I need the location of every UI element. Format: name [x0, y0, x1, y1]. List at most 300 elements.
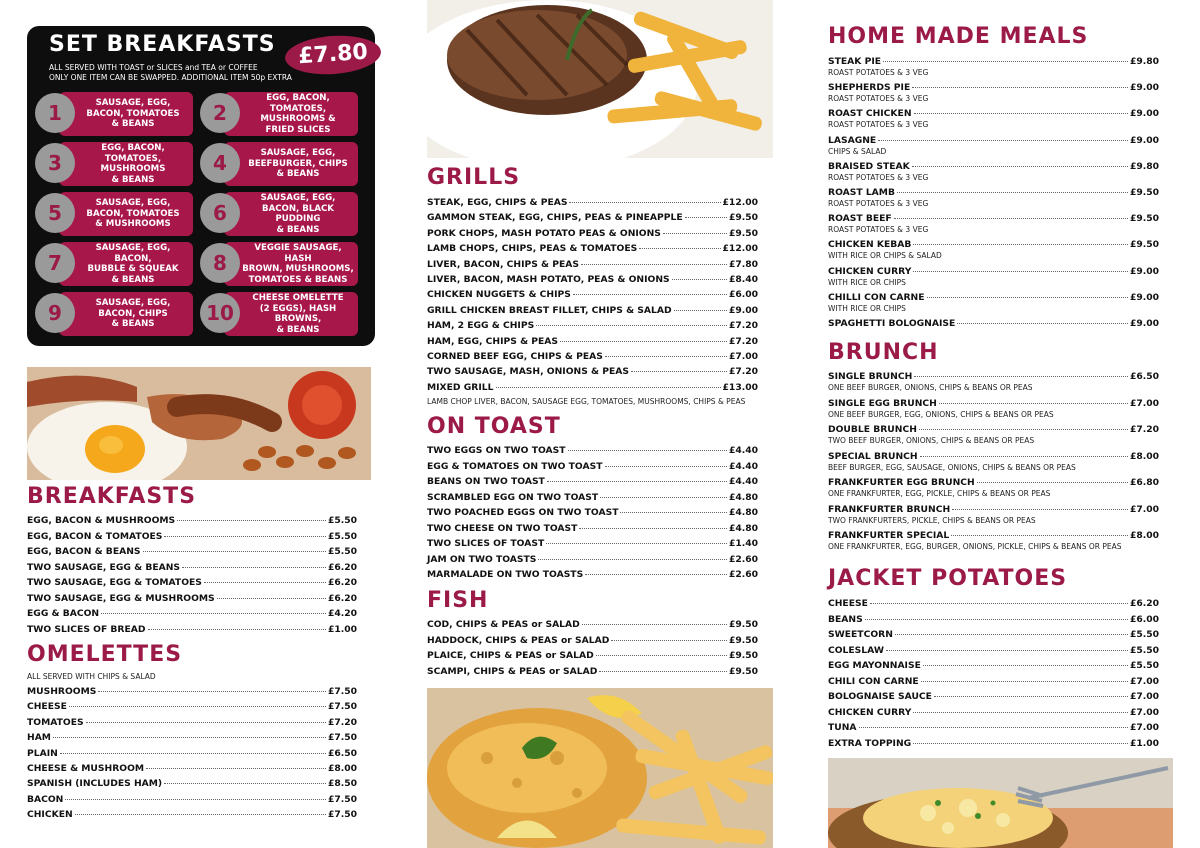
set-breakfast-number: 2 — [200, 93, 240, 133]
item-name: ROAST CHICKEN — [828, 108, 912, 120]
menu-item-breakfast — [27, 515, 357, 527]
item-name: SWEETCORN — [828, 629, 893, 640]
item-price: £9.50 — [728, 619, 758, 630]
item-price: £1.00 — [327, 623, 357, 635]
dot-leader — [631, 371, 727, 372]
menu-item-omelette — [27, 748, 357, 760]
item-price: £7.20 — [728, 320, 758, 332]
item-price: £9.00 — [728, 304, 758, 316]
set-breakfast-label: SAUSAGE, EGG, BACON, BUBBLE & SQUEAK & BEANS — [59, 242, 193, 286]
menu-item-brunch — [828, 451, 1159, 463]
set-breakfast-number: 3 — [35, 143, 75, 183]
item-price: £8.00 — [327, 763, 357, 774]
set-breakfasts-note-line1: ALL SERVED WITH TOAST or SLICES and TEA or COFFEE — [49, 63, 258, 72]
item-name: EGG, BACON & TOMATOES — [27, 530, 163, 542]
item-description: ROAST POTATOES & 3 VEG — [828, 120, 929, 130]
item-name: MIXED GRILL — [427, 381, 494, 393]
menu-item-meal — [828, 187, 1159, 199]
item-price: £6.20 — [327, 592, 357, 604]
menu-item-fish — [427, 635, 758, 647]
item-name: BACON — [27, 793, 64, 805]
item-price: £8.00 — [1129, 450, 1159, 462]
item-name: TOMATOES — [27, 716, 84, 728]
menu-item-breakfast — [27, 624, 357, 636]
set-breakfast-label: SAUSAGE, EGG, BACON, CHIPS & BEANS — [59, 292, 193, 336]
set-breakfast-option — [200, 142, 358, 186]
set-breakfast-number: 4 — [200, 143, 240, 183]
item-name: FRANKFURTER BRUNCH — [828, 503, 951, 515]
menu-item-omelette — [27, 809, 357, 821]
item-name: CHICKEN CURRY — [828, 265, 912, 277]
menu-item-grill — [427, 320, 758, 332]
menu-item-jacket — [828, 676, 1159, 688]
dot-leader — [53, 737, 326, 738]
item-price: £6.50 — [1129, 371, 1159, 382]
item-price: £9.00 — [1129, 108, 1159, 120]
dot-leader — [951, 535, 1128, 536]
item-price: £9.00 — [1129, 291, 1159, 303]
menu-item-jacket — [828, 645, 1159, 657]
item-name: EGG & BACON — [27, 608, 100, 619]
dot-leader — [957, 323, 1128, 324]
item-name: PLAICE, CHIPS & PEAS or SALAD — [427, 650, 594, 661]
set-breakfast-label: EGG, BACON, TOMATOES, MUSHROOMS & BEANS — [59, 142, 193, 186]
menu-item-meal — [828, 108, 1159, 120]
dot-leader — [672, 279, 727, 280]
item-name: STEAK PIE — [828, 56, 882, 67]
set-breakfasts-title: SET BREAKFASTS — [49, 32, 276, 57]
menu-item-meal — [828, 135, 1159, 147]
menu-item-toast — [427, 569, 758, 581]
set-breakfast-option — [35, 192, 193, 236]
item-price: £9.00 — [1129, 265, 1159, 277]
item-name: TWO POACHED EGGS ON TWO TOAST — [427, 507, 619, 518]
item-price: £4.80 — [728, 522, 758, 534]
item-name: PLAIN — [27, 747, 58, 759]
item-name: TWO SLICES OF BREAD — [27, 623, 146, 635]
menu-item-omelette — [27, 717, 357, 729]
item-price: £7.00 — [1129, 675, 1159, 687]
dot-leader — [569, 202, 720, 203]
menu-item-breakfast — [27, 593, 357, 605]
set-breakfast-number: 6 — [200, 193, 240, 233]
menu-item-toast — [427, 554, 758, 566]
item-name: HAM — [27, 732, 51, 744]
menu-item-brunch — [828, 424, 1159, 436]
item-name: LIVER, BACON, CHIPS & PEAS — [427, 258, 579, 270]
menu-item-meal — [828, 56, 1159, 68]
item-price: £7.00 — [1129, 397, 1159, 409]
item-name: TUNA — [828, 722, 857, 733]
set-breakfasts-note-line2: ONLY ONE ITEM CAN BE SWAPPED. ADDITIONAL ITEM 50p EXTRA — [49, 72, 292, 82]
menu-item-omelette — [27, 686, 357, 698]
item-price: £9.50 — [728, 650, 758, 661]
menu-item-meal — [828, 266, 1159, 278]
dot-leader — [894, 218, 1128, 219]
item-description: WITH RICE OR CHIPS — [828, 303, 906, 313]
omelettes-note: ALL SERVED WITH CHIPS & SALAD — [27, 672, 156, 681]
dot-leader — [883, 61, 1128, 62]
item-name: MARMALADE ON TWO TOASTS — [427, 569, 584, 580]
dot-leader — [611, 640, 727, 641]
item-price: £12.00 — [722, 197, 758, 208]
dot-leader — [573, 294, 727, 295]
set-breakfast-option — [200, 242, 358, 286]
dot-leader — [878, 140, 1128, 141]
dot-leader — [663, 233, 727, 234]
dot-leader — [217, 598, 326, 599]
dot-leader — [600, 497, 727, 498]
menu-item-grill — [427, 259, 758, 271]
item-price: £4.80 — [728, 491, 758, 503]
item-description: ONE BEEF BURGER, EGG, ONIONS, CHIPS & BEANS OR PEAS — [828, 409, 1054, 419]
dot-leader — [977, 482, 1128, 483]
dot-leader — [920, 456, 1128, 457]
item-price: £9.80 — [1129, 160, 1159, 172]
dot-leader — [952, 509, 1128, 510]
item-name: TWO SAUSAGE, EGG & TOMATOES — [27, 577, 202, 588]
dot-leader — [912, 87, 1128, 88]
set-breakfasts-panel — [27, 26, 375, 346]
item-name: MUSHROOMS — [27, 686, 97, 697]
item-description: ONE BEEF BURGER, ONIONS, CHIPS & BEANS OR PEAS — [828, 383, 1033, 392]
item-price: £6.20 — [327, 577, 357, 588]
item-description: WITH RICE OR CHIPS & SALAD — [828, 251, 942, 261]
dot-leader — [939, 403, 1128, 404]
item-name: PORK CHOPS, MASH POTATO PEAS & ONIONS — [427, 227, 661, 239]
dot-leader — [164, 783, 326, 784]
item-price: £6.50 — [327, 747, 357, 759]
dot-leader — [86, 722, 326, 723]
dot-leader — [164, 536, 326, 537]
item-name: HADDOCK, CHIPS & PEAS or SALAD — [427, 634, 610, 646]
dot-leader — [547, 481, 727, 482]
item-price: £6.00 — [728, 289, 758, 301]
item-name: HAM, EGG, CHIPS & PEAS — [427, 335, 559, 347]
item-price: £9.50 — [1129, 239, 1159, 251]
menu-item-jacket — [828, 614, 1159, 626]
menu-item-omelette — [27, 701, 357, 713]
menu-item-brunch — [828, 504, 1159, 516]
item-name: LAMB CHOPS, CHIPS, PEAS & TOMATOES — [427, 243, 638, 255]
set-breakfast-option — [35, 242, 193, 286]
item-price: £7.50 — [327, 732, 357, 744]
dot-leader — [546, 543, 727, 544]
set-breakfast-number: 7 — [35, 243, 75, 283]
fish-title: FISH — [427, 588, 489, 613]
dot-leader — [75, 814, 326, 815]
item-price: £9.00 — [1129, 82, 1159, 94]
item-price: £9.50 — [728, 634, 758, 646]
item-price: £7.50 — [327, 686, 357, 697]
item-price: £7.20 — [728, 335, 758, 347]
dot-leader — [599, 671, 727, 672]
item-name: SINGLE EGG BRUNCH — [828, 397, 937, 409]
menu-item-grill — [427, 305, 758, 317]
menu-item-toast — [427, 492, 758, 504]
menu-item-breakfast — [27, 562, 357, 574]
item-name: CHICKEN CURRY — [828, 706, 912, 718]
set-breakfast-label: SAUSAGE, EGG, BACON, TOMATOES & BEANS — [59, 92, 193, 136]
set-breakfast-label: SAUSAGE, EGG, BACON, TOMATOES & MUSHROOMS — [59, 192, 193, 236]
item-price: £2.60 — [728, 569, 758, 580]
item-name: EGG, BACON & MUSHROOMS — [27, 515, 176, 526]
item-price: £5.50 — [327, 530, 357, 542]
menu-item-toast — [427, 461, 758, 473]
item-name: TWO CHEESE ON TWO TOAST — [427, 522, 578, 534]
jacket-potato-photo — [828, 758, 1173, 848]
dot-leader — [927, 297, 1128, 298]
item-price: £7.00 — [1129, 503, 1159, 515]
item-price: £9.50 — [728, 665, 758, 677]
menu-item-breakfast — [27, 608, 357, 620]
item-name: LASAGNE — [828, 134, 877, 146]
fish-and-chips-photo — [427, 688, 773, 848]
breakfast-photo — [27, 367, 371, 480]
dot-leader — [538, 559, 727, 560]
item-name: TWO SAUSAGE, EGG & BEANS — [27, 561, 181, 573]
item-description: ROAST POTATOES & 3 VEG — [828, 199, 929, 208]
item-name: SPANISH (INCLUDES HAM) — [27, 778, 163, 790]
item-price: £7.20 — [728, 366, 758, 378]
menu-item-brunch — [828, 530, 1159, 542]
dot-leader — [60, 753, 326, 754]
item-description: TWO FRANKFURTERS, PICKLE, CHIPS & BEANS OR PEAS — [828, 515, 1036, 525]
dot-leader — [148, 629, 326, 630]
steak-photo — [427, 0, 773, 158]
item-name: CHICKEN NUGGETS & CHIPS — [427, 289, 571, 301]
set-breakfast-option — [35, 92, 193, 136]
item-price: £2.60 — [728, 553, 758, 565]
menu-item-grill — [427, 382, 758, 394]
dot-leader — [685, 217, 727, 218]
set-breakfast-number: 8 — [200, 243, 240, 283]
menu-item-omelette — [27, 778, 357, 790]
menu-item-grill — [427, 243, 758, 255]
dot-leader — [912, 166, 1128, 167]
menu-item-jacket — [828, 660, 1159, 672]
item-description: ROAST POTATOES & 3 VEG — [828, 68, 929, 77]
set-breakfast-option — [200, 292, 358, 336]
item-price: £7.50 — [327, 701, 357, 713]
item-name: BOLOGNAISE SAUCE — [828, 691, 932, 702]
item-name: CHICKEN — [27, 809, 73, 821]
set-breakfast-option — [200, 92, 358, 136]
item-price: £6.20 — [327, 561, 357, 573]
dot-leader — [897, 192, 1128, 193]
dot-leader — [605, 356, 727, 357]
set-breakfast-number: 9 — [35, 293, 75, 333]
item-name: CHEESE — [828, 598, 868, 609]
set-breakfast-number: 10 — [200, 293, 240, 333]
menu-item-brunch — [828, 477, 1159, 489]
dot-leader — [923, 665, 1128, 666]
item-name: TWO SAUSAGE, EGG & MUSHROOMS — [27, 592, 215, 604]
dot-leader — [582, 624, 727, 625]
home-made-meals-title: HOME MADE MEALS — [828, 24, 1089, 49]
item-price: £6.20 — [1129, 598, 1159, 609]
set-breakfast-option — [35, 292, 193, 336]
dot-leader — [579, 528, 727, 529]
jacket-potatoes-title: JACKET POTATOES — [828, 566, 1068, 591]
item-price: £8.40 — [728, 274, 758, 285]
item-name: CORNED BEEF EGG, CHIPS & PEAS — [427, 351, 603, 362]
dot-leader — [568, 450, 727, 451]
item-name: ROAST BEEF — [828, 213, 892, 225]
grills-title: GRILLS — [427, 165, 521, 190]
dot-leader — [913, 743, 1128, 744]
item-description: ROAST POTATOES & 3 VEG — [828, 172, 929, 182]
breakfasts-title: BREAKFASTS — [27, 484, 197, 509]
dot-leader — [934, 696, 1128, 697]
menu-item-grill — [427, 366, 758, 378]
item-price: £9.50 — [1129, 213, 1159, 225]
menu-item-grill — [427, 274, 758, 286]
item-name: DOUBLE BRUNCH — [828, 424, 917, 435]
dot-leader — [204, 582, 326, 583]
menu-item-meal — [828, 318, 1159, 330]
dot-leader — [859, 727, 1128, 728]
menu-item-omelette — [27, 763, 357, 775]
item-name: SCRAMBLED EGG ON TWO TOAST — [427, 491, 599, 503]
menu-item-grill — [427, 228, 758, 240]
dot-leader — [913, 244, 1128, 245]
dot-leader — [913, 271, 1128, 272]
item-price: £8.50 — [327, 778, 357, 790]
item-name: SINGLE BRUNCH — [828, 371, 913, 382]
dot-leader — [65, 799, 326, 800]
item-price: £9.80 — [1129, 56, 1159, 67]
menu-item-grill — [427, 212, 758, 224]
dot-leader — [560, 341, 727, 342]
menu-item-toast — [427, 538, 758, 550]
item-description: BEEF BURGER, EGG, SAUSAGE, ONIONS, CHIPS & BEANS OR PEAS — [828, 462, 1076, 472]
item-price: £1.00 — [1129, 737, 1159, 749]
menu-item-meal — [828, 82, 1159, 94]
menu-item-grill — [427, 289, 758, 301]
set-breakfasts-note — [49, 63, 309, 82]
item-price: £5.50 — [327, 546, 357, 557]
dot-leader — [605, 466, 727, 467]
omelettes-title: OMELETTES — [27, 642, 183, 667]
item-description: WITH RICE OR CHIPS — [828, 277, 906, 287]
menu-item-toast — [427, 507, 758, 519]
menu-item-toast — [427, 445, 758, 457]
set-breakfasts-price-badge: £7.80 — [284, 33, 382, 78]
item-name: SPECIAL BRUNCH — [828, 450, 918, 462]
dot-leader — [177, 520, 326, 521]
menu-item-grill — [427, 197, 758, 209]
item-price: £6.80 — [1129, 477, 1159, 488]
item-description: ONE FRANKFURTER, EGG, BURGER, ONIONS, PICKLE, CHIPS & BEANS OR PEAS — [828, 542, 1122, 551]
item-name: CHILLI CON CARNE — [828, 291, 925, 303]
menu-item-jacket — [828, 707, 1159, 719]
dot-leader — [639, 248, 720, 249]
item-price: £4.80 — [728, 507, 758, 518]
dot-leader — [913, 712, 1128, 713]
set-breakfast-label: SAUSAGE, EGG, BEEFBURGER, CHIPS & BEANS — [224, 142, 358, 186]
item-price: £8.00 — [1129, 530, 1159, 541]
item-name: CHILI CON CARNE — [828, 675, 919, 687]
item-price: £5.50 — [327, 515, 357, 526]
menu-item-omelette — [27, 794, 357, 806]
dot-leader — [496, 387, 721, 388]
item-name: LIVER, BACON, MASH POTATO, PEAS & ONIONS — [427, 274, 670, 285]
item-price: £7.50 — [327, 793, 357, 805]
item-name: FRANKFURTER EGG BRUNCH — [828, 477, 975, 488]
item-name: BEANS — [828, 613, 863, 625]
item-name: TWO SLICES OF TOAST — [427, 538, 545, 549]
dot-leader — [870, 603, 1128, 604]
item-name: STEAK, EGG, CHIPS & PEAS — [427, 197, 568, 208]
item-price: £7.00 — [728, 351, 758, 362]
dot-leader — [865, 619, 1128, 620]
item-name: HAM, 2 EGG & CHIPS — [427, 320, 535, 332]
item-name: TWO SAUSAGE, MASH, ONIONS & PEAS — [427, 366, 629, 378]
item-name: SPAGHETTI BOLOGNAISE — [828, 318, 956, 329]
item-price: £4.40 — [728, 460, 758, 472]
dot-leader — [886, 650, 1128, 651]
menu-item-omelette — [27, 732, 357, 744]
item-name: SCAMPI, CHIPS & PEAS or SALAD — [427, 665, 598, 677]
item-name: CHICKEN KEBAB — [828, 239, 912, 251]
set-breakfast-option — [200, 192, 358, 236]
item-price: £5.50 — [1129, 660, 1159, 671]
item-description: ROAST POTATOES & 3 VEG — [828, 225, 929, 235]
dot-leader — [596, 655, 727, 656]
dot-leader — [581, 264, 727, 265]
dot-leader — [98, 691, 326, 692]
dot-leader — [895, 634, 1128, 635]
menu-item-meal — [828, 161, 1159, 173]
item-description: CHIPS & SALAD — [828, 146, 887, 156]
item-description: TWO BEEF BURGER, ONIONS, CHIPS & BEANS OR PEAS — [828, 436, 1035, 445]
item-name: CHEESE — [27, 701, 67, 713]
set-breakfast-label: EGG, BACON, TOMATOES, MUSHROOMS & FRIED SLICES — [224, 92, 358, 136]
menu-item-meal — [828, 292, 1159, 304]
item-price: £13.00 — [722, 381, 758, 393]
dot-leader — [182, 567, 326, 568]
dot-leader — [536, 325, 727, 326]
dot-leader — [101, 613, 326, 614]
dot-leader — [620, 512, 726, 513]
item-description: ONE FRANKFURTER, EGG, PICKLE, CHIPS & BEANS OR PEAS — [828, 489, 1051, 498]
dot-leader — [674, 310, 727, 311]
item-name: CHEESE & MUSHROOM — [27, 763, 145, 774]
on-toast-title: ON TOAST — [427, 414, 561, 439]
item-price: £9.00 — [1129, 318, 1159, 329]
dot-leader — [914, 376, 1128, 377]
menu-item-meal — [828, 213, 1159, 225]
item-name: EGG MAYONNAISE — [828, 660, 921, 671]
item-name: BEANS ON TWO TOAST — [427, 476, 545, 487]
item-price: £7.50 — [327, 809, 357, 821]
item-name: BRAISED STEAK — [828, 160, 910, 172]
item-name: GRILL CHICKEN BREAST FILLET, CHIPS & SALAD — [427, 304, 672, 316]
menu-item-meal — [828, 239, 1159, 251]
dot-leader — [69, 706, 326, 707]
item-price: £9.50 — [728, 212, 758, 224]
item-price: £6.00 — [1129, 613, 1159, 625]
item-price: £7.20 — [327, 716, 357, 728]
item-name: FRANKFURTER SPECIAL — [828, 530, 950, 541]
item-price: £4.40 — [728, 476, 758, 487]
menu-item-grill — [427, 336, 758, 348]
dot-leader — [914, 113, 1128, 114]
mixed-grill-note: LAMB CHOP LIVER, BACON, SAUSAGE EGG, TOMATOES, MUSHROOMS, CHIPS & PEAS — [427, 397, 746, 406]
menu-item-grill — [427, 351, 758, 363]
item-price: £5.50 — [1129, 644, 1159, 656]
